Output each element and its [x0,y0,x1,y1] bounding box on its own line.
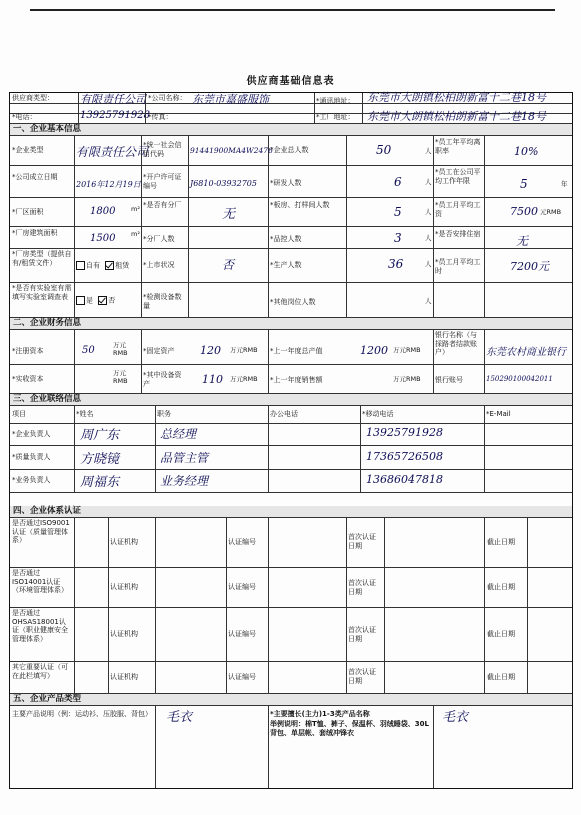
sample-room-staff-unit: 人 [425,208,432,216]
building-area-unit: m² [131,230,140,238]
bank-name-label: 银行名称（与採路者结款账户） [435,331,477,356]
factory-address-value: 东莞市大朗镇松柏朗新富十二巷18号 [367,110,546,123]
owned-option-label: 自有 [86,261,100,270]
other-staff-unit: 人 [425,297,432,305]
col-email-header: *E-Mail [486,410,511,418]
top-border-line [30,9,555,11]
section1-title: 一、企业基本信息 [10,124,572,135]
top-products-value: 毛衣 [442,710,469,725]
qc-staff-unit: 人 [425,234,432,242]
factory-address-label: *工厂地址： [316,113,355,121]
bank-account-value: 150290100042011 [486,375,553,383]
contact-mobile: 13925791928 [366,426,443,439]
section3-title: 三、企业联络信息 [10,394,572,405]
last-year-output-label: *上一年度总产值 [270,347,323,355]
cert-number-label: 认证编号 [228,673,256,681]
avg-tenure-label: *员工在公司平均工作年限 [435,168,481,185]
turnover-rate-label: *员工年平均离职率 [435,138,481,155]
factory-area-value: 1800 [90,206,116,217]
production-staff-unit: 人 [425,260,432,268]
avg-salary-unit: 元RMB [540,208,562,216]
credit-code-value: 91441900MA4W2476 [190,146,273,155]
col-item-header: 项目 [12,410,26,418]
bank-account-label: 银行账号 [435,376,463,384]
lab-yes-label: 是 [86,296,93,305]
lab-options [76,296,115,305]
cert-label: 是否通过OHSAS18001认证（职业健康安全管理体系） [12,609,68,643]
main-products-label: 主要产品说明（例：运动衫、压胶服、背包） [12,710,152,718]
cert-number-label: 认证编号 [228,538,256,546]
reg-capital-label: *注册资本 [12,347,44,355]
lab-label: *是否有实验室有需填写实验室调查表 [12,284,72,301]
cert-expiry-label: 截止日期 [487,538,515,546]
contact-item: *企业负责人 [12,430,51,438]
factory-area-unit: m² [131,205,140,213]
avg-salary-label: *员工月平均工资 [435,201,481,218]
mail-address-value: 东莞市大朗镇松柏朗新富十二巷18号 [367,91,546,104]
contact-name: 周广东 [80,428,120,443]
account-license-label: *开户许可证编号 [143,173,182,190]
fixed-assets-label: *固定资产 [143,347,175,355]
contact-item: *业务负责人 [12,476,51,484]
cert-first-date-label: 首次认证日期 [348,668,376,685]
last-year-sales-unit: 万元RMB [393,375,421,383]
last-year-output-unit: 万元RMB [393,346,421,354]
listing-status-label: *上市状况 [143,261,175,269]
supplier-type-label: 供应商类型： [12,94,54,102]
contact-position: 总经理 [160,427,197,441]
fixed-assets-value: 120 [200,344,221,357]
enterprise-type-label: *企业类型 [12,146,44,154]
rd-staff-value: 6 [394,175,402,189]
rd-staff-label: *研发人数 [270,179,302,187]
account-license-value: J6810-03932705 [190,179,257,188]
sample-room-staff-label: *板房、打样间人数 [270,201,330,209]
branch-factory-label: *是否有分厂 [143,201,182,209]
col-office-phone-header: 办公电话 [270,410,298,418]
main-products-value: 毛衣 [166,710,193,725]
cert-label: 其它重要认证（可在此栏填写） [12,663,68,680]
other-staff-label: *其他岗位人数 [270,298,316,306]
cert-number-label: 认证编号 [228,583,256,591]
col-position-header: 职务 [157,410,171,418]
paid-capital-label: *实收资本 [12,375,44,383]
avg-hours-label: *员工月平均工时 [435,258,481,275]
equipment-assets-unit: 万元RMB [230,375,258,383]
factory-area-label: *厂区面积 [12,208,44,216]
fixed-assets-unit: 万元RMB [230,346,258,354]
cert-org-label: 认证机构 [110,630,138,638]
supplier-info-table [9,92,573,789]
form-title: 供应商基础信息表 [246,76,335,87]
paid-capital-unit: 万元RMB [113,369,128,385]
company-name-label: *公司名称： [148,94,187,102]
top-products-label: *主要擅长(主力)1-3类产品名称 [270,710,370,718]
branch-staff-label: *分厂人数 [143,235,175,243]
production-staff-label: *生产人数 [270,261,302,269]
ownership-options [76,261,129,270]
cert-org-label: 认证机构 [110,538,138,546]
rented-checkbox[interactable] [105,261,114,270]
owned-checkbox[interactable] [76,261,85,270]
last-year-sales-label: *上一年度销售额 [270,376,323,384]
cert-org-label: 认证机构 [110,583,138,591]
cert-expiry-label: 截止日期 [487,673,515,681]
bank-name-value: 东莞农村商业银行 [486,347,566,358]
top-products-example: 举例说明：棉T恤、裤子、保温杯、羽绒睡袋、30L背包、单层帐、套绒冲锋衣 [270,720,429,737]
col-name-header: *姓名 [76,410,94,418]
accommodation-value: 无 [516,234,529,248]
lab-no-label: 否 [108,296,116,305]
total-staff-value: 50 [376,143,392,157]
branch-factory-value: 无 [222,207,236,222]
factory-ownership-label: *厂房类型（提供自有/租赁文件） [12,250,72,267]
total-staff-label: *企业总人数 [270,146,309,154]
cert-first-date-label: 首次认证日期 [348,533,376,550]
reg-capital-value: 50 [82,345,95,356]
accommodation-label: *是否安排住宿 [435,230,481,238]
cert-first-date-label: 首次认证日期 [348,579,376,596]
qc-staff-value: 3 [394,231,402,245]
mail-address-label: *通讯地址： [316,97,355,105]
contact-mobile: 13686047818 [366,473,443,486]
section5-title: 五、企业产品类型 [10,694,572,705]
last-year-output-value: 1200 [360,344,388,357]
rd-staff-unit: 人 [425,178,432,186]
phone-value: 13925791928 [80,110,150,121]
contact-mobile: 17365726508 [366,450,443,463]
established-date-value: 2016年12月19日 [76,180,141,189]
cert-label: 是否通过ISO14001认证（环境管理体系） [12,569,68,594]
col-mobile-header: *移动电话 [362,410,394,418]
lab-no-checkbox[interactable] [98,296,107,305]
section4-title: 四、企业体系认证 [10,506,572,517]
building-area-label: *厂房建筑面积 [12,229,58,237]
cert-label: 是否通过ISO9001认证（质量管理体系） [12,519,70,544]
avg-tenure-value: 5 [520,177,528,191]
enterprise-type-value: 有限责任公司 [76,145,149,159]
established-date-label: *公司成立日期 [12,173,58,181]
company-name-value: 东莞市嘉盛服饰 [192,93,269,106]
contact-item: *质量负责人 [12,453,51,461]
cert-org-label: 认证机构 [110,673,138,681]
sample-room-staff-value: 5 [394,205,402,219]
listing-status-value: 否 [222,258,235,272]
cert-number-label: 认证编号 [228,630,256,638]
avg-hours-value: 7200元 [510,260,549,273]
cert-expiry-label: 截止日期 [487,583,515,591]
section2-title: 二、企业财务信息 [10,318,572,329]
supplier-type-value: 有限责任公司 [80,93,146,106]
production-staff-value: 36 [388,257,404,271]
contact-position: 品管主管 [160,451,209,465]
contact-position: 业务经理 [160,474,209,488]
reg-capital-unit: 万元RMB [113,341,128,357]
contact-name: 方晓镜 [80,452,120,467]
lab-yes-checkbox[interactable] [76,296,85,305]
cert-first-date-label: 首次认证日期 [348,626,376,643]
equipment-assets-value: 110 [202,373,223,386]
phone-label: *电话： [12,113,37,121]
rented-option-label: 租赁 [115,261,130,270]
qc-staff-label: *品控人数 [270,235,302,243]
building-area-value: 1500 [90,233,116,244]
avg-tenure-unit: 年 [561,180,568,188]
avg-salary-value: 7500 [510,205,538,218]
credit-code-label: *统一社会信用代码 [143,141,182,158]
contact-name: 周福东 [80,475,120,490]
turnover-rate-value: 10% [514,145,539,158]
cert-expiry-label: 截止日期 [487,630,515,638]
equipment-assets-label: *其中设备资产 [143,371,182,388]
test-equipment-label: *检测设备数量 [143,293,182,310]
total-staff-unit: 人 [425,147,432,155]
fax-label: *传真： [148,113,173,121]
